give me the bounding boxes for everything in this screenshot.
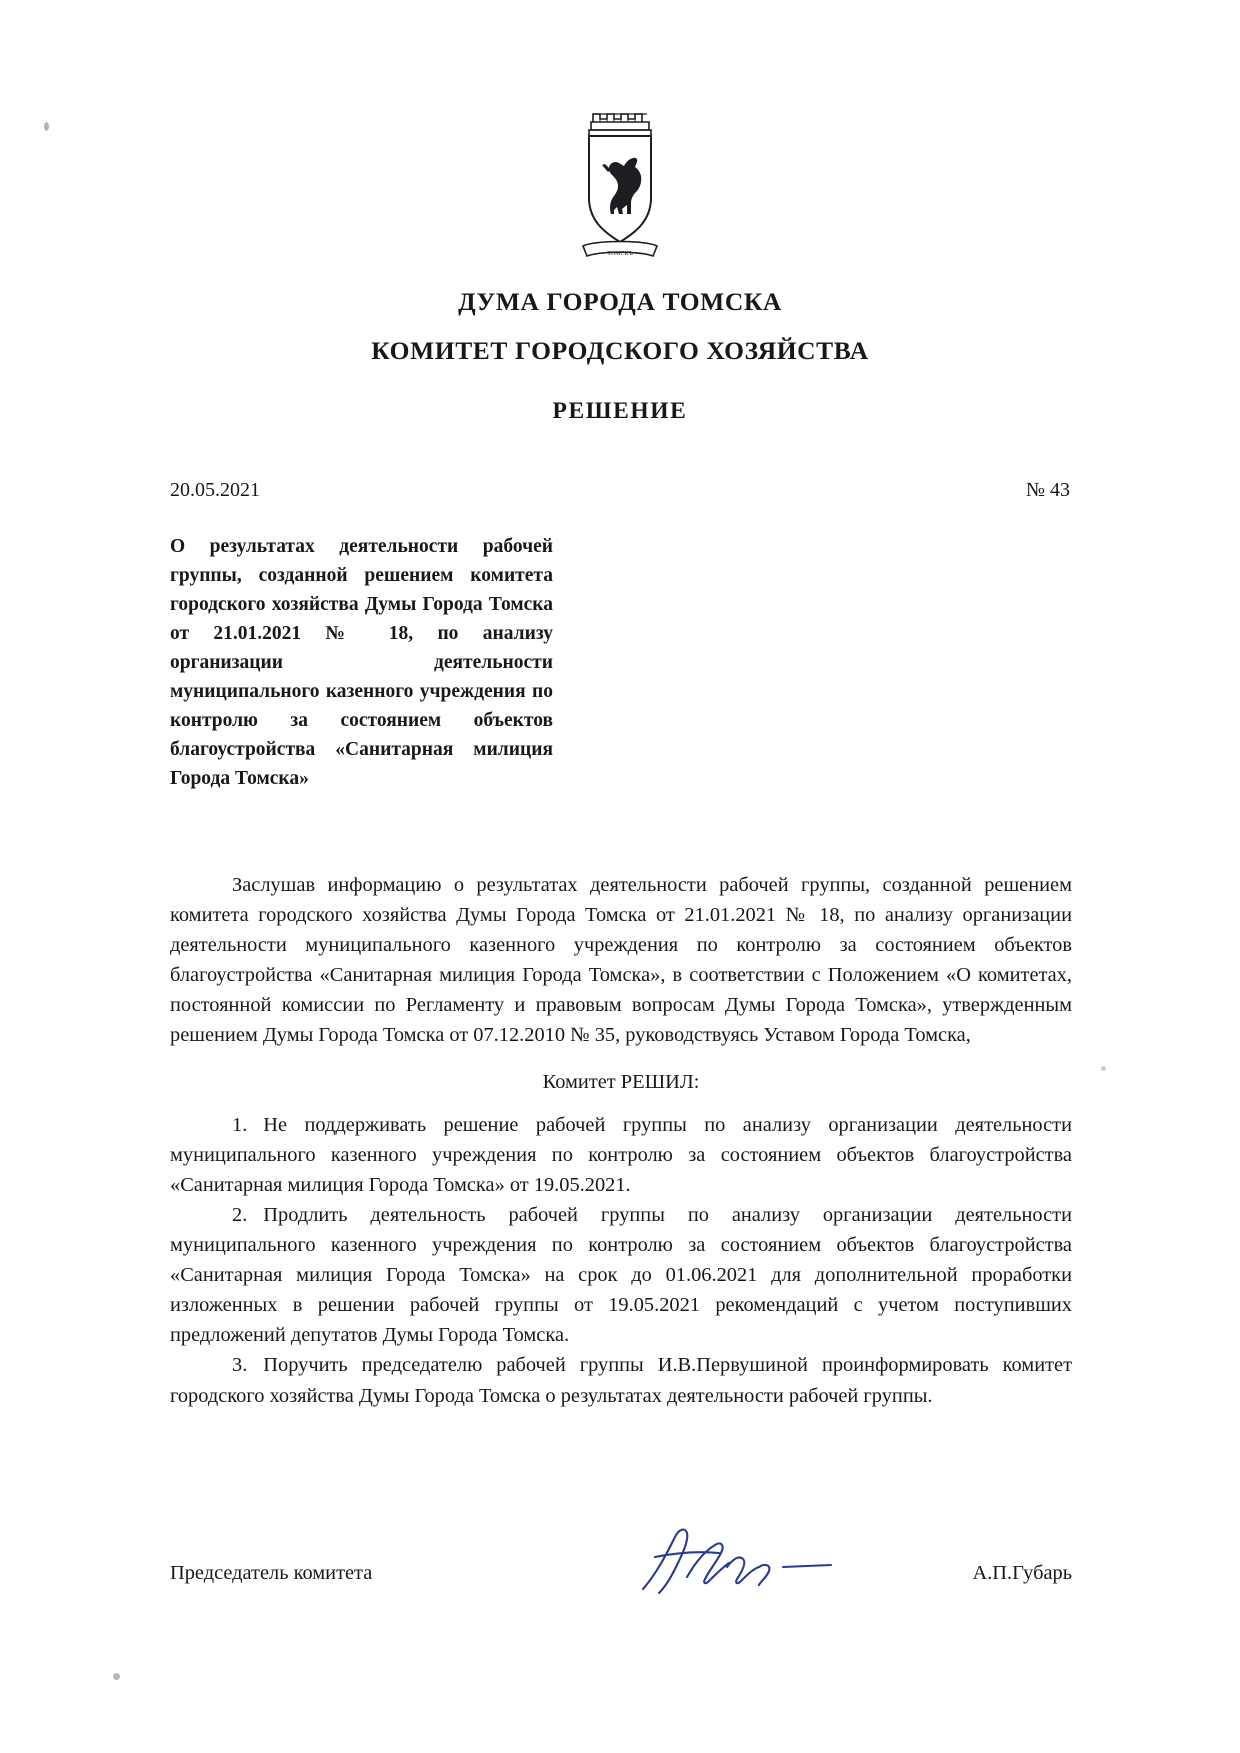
document-header [0,288,1240,425]
scan-artifact [1101,1066,1106,1071]
organization-title: ДУМА ГОРОДА ТОМСКА [458,287,782,316]
item-number: 2. [232,1203,248,1226]
item-text: Продлить деятельность рабочей группы по анализу организации деятельности муниципального казенного учреждения по контролю за состоянием объектов благоустройства «Санитарная милиция Города Томска» на срок до 01.06.2021 для дополнительной проработки изложенных в решении рабочей группы от 19.05.2021 рекомендаций с учетом поступивших предложений депутатов Думы Города Томска. [170,1203,1072,1347]
scan-artifact [113,1673,120,1680]
coat-of-arms-icon [559,96,681,264]
item-text: Не поддерживать решение рабочей группы по анализу организации деятельности муниципального казенного учреждения по контролю за состоянием объектов благоустройства «Санитарная милиция Города Томска» от 19.05.2021. [170,1113,1072,1196]
resolution-lead: Комитет РЕШИЛ: [542,1070,700,1093]
resolution-item-2 [170,1200,1072,1350]
document-body [170,870,1072,1411]
document-meta [170,479,1070,502]
signatory-role: Председатель комитета [170,1562,373,1584]
signatory-name: А.П.Губарь [972,1562,1072,1584]
item-text: Поручить председателю рабочей группы И.В.Первушиной проинформировать комитет городского хозяйства Думы Города Томска о результатах деятельности рабочей группы. [170,1354,1072,1407]
document-type: РЕШЕНИЕ [552,398,688,425]
emblem-container [0,96,1240,264]
preamble-paragraph: Заслушав информацию о результатах деятельности рабочей группы, созданной решением комитета городского хозяйства Думы Города Томска от 21.01.2021 № 18, по анализу организации деятельности муниципального казенного учреждения по контролю за состоянием объектов благоустройства «Санитарная милиция Города Томска», в соответствии с Положением «О комитетах, постоянной комиссии по Регламенту и правовым вопросам Думы Города Томска», утвержденным решением Думы Города Томска от 07.12.2010 № 35, руководствуясь Уставом Города Томска, [170,874,1072,1047]
document-date: 20.05.2021 [170,479,260,501]
document-number: № 43 [1025,479,1070,501]
signature-block [170,1562,1072,1585]
item-number: 3. [232,1354,248,1377]
svg-text:ТОМСКЪ: ТОМСКЪ [607,251,633,257]
document-subject: О результатах деятельности рабочей группы, созданной решением комитета городского хозяйства Думы Города Томска от 21.01.2021 № 18, по анализу организации деятельности муниципального казенного учреждения по контролю за состоянием объектов благоустройства «Санитарная милиция Города Томска» [170,536,553,789]
item-number: 1. [232,1113,248,1136]
organization-subtitle: КОМИТЕТ ГОРОДСКОГО ХОЗЯЙСТВА [371,336,869,366]
resolution-item-3 [170,1350,1072,1410]
resolution-item-1 [170,1110,1072,1200]
